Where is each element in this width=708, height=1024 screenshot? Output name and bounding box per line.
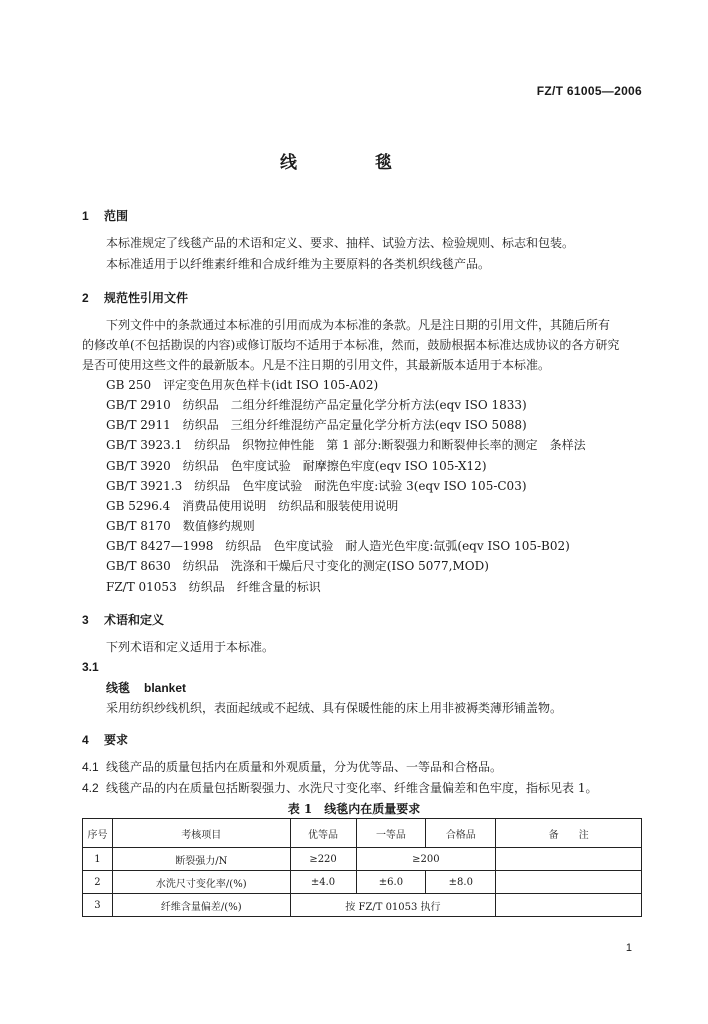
table-cell: 水洗尺寸变化率/(%) <box>112 871 290 894</box>
header-cell: 序号 <box>83 819 113 848</box>
term-english: blanket <box>144 681 187 695</box>
header-cell: 合格品 <box>426 819 496 848</box>
section-title: 要求 <box>104 733 129 747</box>
table-cell: 按 FZ/T 01053 执行 <box>290 894 496 917</box>
clause-text: 线毯产品的质量包括内在质量和外观质量，分为优等品、一等品和合格品。 <box>106 760 503 774</box>
term-definition: 采用纺织纱线机织，表面起绒或不起绒、具有保暖性能的床上用非被褥类薄形铺盖物。 <box>106 701 563 715</box>
section-number: 3 <box>82 613 89 627</box>
section-heading-requirements <box>82 731 128 748</box>
paragraph: 本标准适用于以纤维素纤维和合成纤维为主要原料的各类机织线毯产品。 <box>106 257 491 271</box>
section-number: 2 <box>82 291 89 305</box>
table-cell <box>496 894 642 917</box>
section-heading-terms <box>82 611 164 628</box>
term-chinese: 线毯 <box>106 681 131 695</box>
table-cell: 纤维含量偏差/(%) <box>112 894 290 917</box>
table-cell <box>496 871 642 894</box>
section-title: 范围 <box>104 209 129 223</box>
paragraph: 本标准规定了线毯产品的术语和定义、要求、抽样、试验方法、检验规则、标志和包装。 <box>106 236 575 250</box>
reference-item: GB/T 3920 纺织品 色牢度试验 耐摩擦色牢度(eqv ISO 105-X12) <box>106 459 487 473</box>
table-cell: ≥220 <box>290 848 356 871</box>
table-cell: 1 <box>83 848 113 871</box>
document-title: 线 毯 <box>280 153 428 173</box>
quality-table <box>82 818 642 917</box>
table-cell: 2 <box>83 871 113 894</box>
header-cell: 一等品 <box>356 819 426 848</box>
clause-number: 4.1 <box>82 760 99 774</box>
section-number: 4 <box>82 733 89 747</box>
clause-text: 线毯产品的内在质量包括断裂强力、水洗尺寸变化率、纤维含量偏差和色牢度，指标见表 1。 <box>106 781 598 795</box>
table-row <box>83 848 642 871</box>
reference-item: GB/T 3921.3 纺织品 色牢度试验 耐洗色牢度:试验 3(eqv ISO 105-C03) <box>106 479 527 493</box>
table-cell: ±6.0 <box>356 871 426 894</box>
reference-item: GB/T 2911 纺织品 三组分纤维混纺产品定量化学分析方法(eqv ISO 5088) <box>106 418 527 432</box>
table-caption: 表 1 线毯内在质量要求 <box>287 802 421 816</box>
table-cell: ±8.0 <box>426 871 496 894</box>
clause <box>82 759 502 775</box>
reference-item: FZ/T 01053 纺织品 纤维含量的标识 <box>106 580 321 594</box>
table-row <box>83 871 642 894</box>
section-title: 术语和定义 <box>104 613 165 627</box>
reference-item: GB 250 评定变色用灰色样卡(idt ISO 105-A02) <box>106 378 379 392</box>
table-cell: 3 <box>83 894 113 917</box>
paragraph: 下列术语和定义适用于本标准。 <box>106 640 275 654</box>
standard-code: FZ/T 61005—2006 <box>536 84 642 98</box>
table-row <box>83 894 642 917</box>
section-heading-scope <box>82 207 128 224</box>
table-cell: ±4.0 <box>290 871 356 894</box>
section-number: 1 <box>82 209 89 223</box>
paragraph-line: 是否可使用这些文件的最新版本。凡是不注日期的引用文件，其最新版本适用于本标准。 <box>82 358 551 372</box>
section-title: 规范性引用文件 <box>104 291 189 305</box>
reference-item: GB/T 8427—1998 纺织品 色牢度试验 耐人造光色牢度:氙弧(eqv ISO 105-B02) <box>106 539 570 553</box>
reference-item: GB/T 2910 纺织品 二组分纤维混纺产品定量化学分析方法(eqv ISO 1833) <box>106 398 527 412</box>
header-cell: 考核项目 <box>112 819 290 848</box>
clause <box>82 780 597 796</box>
paragraph-line: 的修改单(不包括勘误的内容)或修订版均不适用于本标准，然而，鼓励根据本标准达成协议的各方研究 <box>82 338 620 352</box>
table-cell <box>496 848 642 871</box>
reference-item: GB 5296.4 消费品使用说明 纺织品和服装使用说明 <box>106 499 399 513</box>
page-number: 1 <box>625 942 632 954</box>
reference-item: GB/T 3923.1 纺织品 织物拉伸性能 第 1 部分:断裂强力和断裂伸长率的测定 条样法 <box>106 438 586 452</box>
clause-number: 4.2 <box>82 781 99 795</box>
table-cell: 断裂强力/N <box>112 848 290 871</box>
reference-item: GB/T 8630 纺织品 洗涤和干燥后尺寸变化的测定(ISO 5077,MOD) <box>106 559 489 573</box>
table-cell: ≥200 <box>356 848 496 871</box>
reference-item: GB/T 8170 数值修约规则 <box>106 519 255 533</box>
paragraph-line: 下列文件中的条款通过本标准的引用而成为本标准的条款。凡是注日期的引用文件，其随后所有 <box>106 318 611 332</box>
term-entry <box>106 680 186 696</box>
header-cell: 优等品 <box>290 819 356 848</box>
header-cell: 备 注 <box>496 819 642 848</box>
table-header-row <box>83 819 642 848</box>
section-heading-normative <box>82 289 188 306</box>
term-number: 3.1 <box>82 660 99 674</box>
